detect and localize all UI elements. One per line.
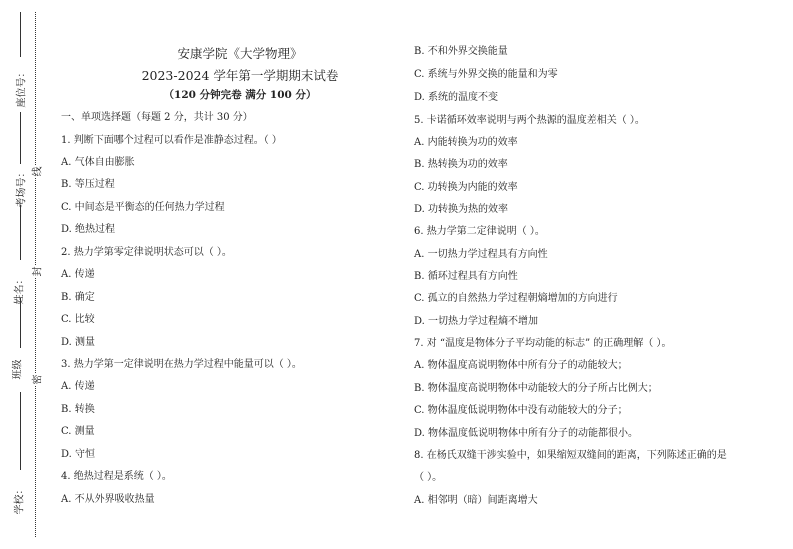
q6-option-b: B. 循环过程具有方向性 (414, 271, 518, 282)
class-fill-line (20, 298, 21, 348)
q6-option-d: D. 一切热力学过程熵不增加 (414, 316, 539, 327)
section-heading: 一、单项选择题（每题 2 分，共计 30 分） (61, 112, 253, 123)
question-8: 8. 在杨氏双缝干涉实验中，如果缩短双缝间的距离，下列陈述正确的是 (414, 450, 727, 461)
q2-option-a: A. 传递 (61, 269, 95, 280)
q7-option-b: B. 物体温度高说明物体中动能较大的分子所占比例大； (414, 383, 658, 394)
q7-option-c: C. 物体温度低说明物体中没有动能较大的分子； (414, 405, 628, 416)
q2-option-d: D. 测量 (61, 337, 96, 348)
seat-fill-line (20, 12, 21, 57)
q6-option-a: A. 一切热力学过程具有方向性 (414, 249, 548, 260)
q4-option-c: C. 系统与外界交换的能量和为零 (414, 69, 558, 80)
class-label: 班级 (9, 360, 24, 380)
question-2: 2. 热力学第零定律说明状态可以（ ）。 (61, 247, 232, 258)
q5-option-b: B. 热转换为功的效率 (414, 159, 508, 170)
q8-option-a: A. 相邻明（暗）间距离增大 (414, 495, 538, 506)
name-fill-line (20, 205, 21, 260)
question-3: 3. 热力学第一定律说明在热力学过程中能量可以（ ）。 (61, 359, 302, 370)
q3-option-c: C. 测量 (61, 426, 95, 437)
exam-subtitle: 2023-2024 学年第一学期期末试卷 (141, 68, 339, 83)
q7-option-a: A. 物体温度高说明物体中所有分子的动能较大； (414, 360, 628, 371)
q2-option-b: B. 确定 (61, 292, 95, 303)
q4-option-a: A. 不从外界吸收热量 (61, 494, 155, 505)
q1-option-a: A. 气体自由膨胀 (61, 157, 135, 168)
question-5: 5. 卡诺循环效率说明与两个热源的温度差相关（ ）。 (414, 115, 645, 126)
seal-char-line: 线 (29, 166, 44, 178)
question-6: 6. 热力学第二定律说明（ ）。 (414, 226, 545, 237)
q3-option-b: B. 转换 (61, 404, 95, 415)
seal-char-secret: 密 (29, 374, 44, 386)
q1-option-d: D. 绝热过程 (61, 224, 116, 235)
q2-option-c: C. 比较 (61, 314, 95, 325)
school-label: 学校： (11, 485, 26, 515)
question-4: 4. 绝热过程是系统（ ）。 (61, 471, 172, 482)
q5-option-a: A. 内能转换为功的效率 (414, 137, 518, 148)
q7-option-d: D. 物体温度低说明物体中所有分子的动能都很小。 (414, 428, 639, 439)
exam-room-label: 考场号： (13, 168, 28, 208)
q4-option-b: B. 不和外界交换能量 (414, 46, 508, 57)
q4-option-d: D. 系统的温度不变 (414, 92, 499, 103)
q1-option-b: B. 等压过程 (61, 179, 115, 190)
q1-option-c: C. 中间态是平衡态的任何热力学过程 (61, 202, 225, 213)
name-label: 姓名： (11, 275, 26, 305)
seal-char-seal: 封 (29, 266, 44, 278)
q3-option-a: A. 传递 (61, 381, 95, 392)
seat-label: 座位号： (13, 68, 28, 108)
school-fill-line (20, 392, 21, 470)
question-8-cont: （ ）。 (414, 472, 443, 483)
binding-strip (0, 0, 50, 549)
q5-option-d: D. 功转换为热的效率 (414, 204, 509, 215)
q6-option-c: C. 孤立的自然热力学过程朝熵增加的方向进行 (414, 293, 618, 304)
q5-option-c: C. 功转换为内能的效率 (414, 182, 518, 193)
q3-option-d: D. 守恒 (61, 449, 96, 460)
exam-title: 安康学院《大学物理》 (177, 46, 303, 61)
question-7: 7. 对 “温度是物体分子平均动能的标志” 的正确理解（ ）。 (414, 338, 672, 349)
exam-info: （120 分钟完卷 满分 100 分） (163, 89, 317, 101)
exam-room-fill-line (20, 112, 21, 164)
question-1: 1. 判断下面哪个过程可以看作是准静态过程。（ ） (61, 135, 282, 146)
